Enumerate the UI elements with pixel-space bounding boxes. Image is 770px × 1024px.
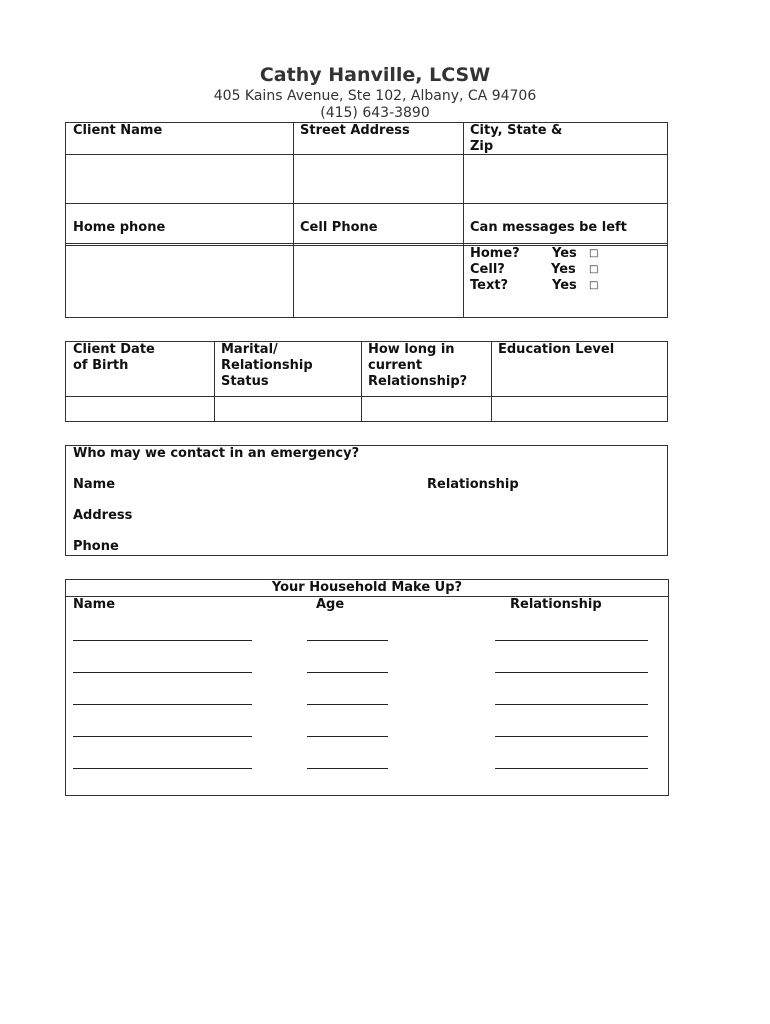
emergency-address-label: Address bbox=[73, 508, 133, 523]
marital-status-label: Marital/ Relationship Status bbox=[221, 342, 313, 389]
page-title: Cathy Hanville, LCSW bbox=[259, 64, 491, 86]
household-name-line[interactable] bbox=[73, 672, 252, 673]
checkbox-icon[interactable]: □ bbox=[589, 264, 599, 275]
emergency-phone-label: Phone bbox=[73, 539, 119, 554]
household-name-line[interactable] bbox=[73, 704, 252, 705]
household-relationship-line[interactable] bbox=[495, 768, 648, 769]
household-age-line[interactable] bbox=[307, 672, 388, 673]
cell-phone-label: Cell Phone bbox=[300, 220, 378, 235]
household-title: Your Household Make Up? bbox=[271, 580, 463, 595]
household-age-line[interactable] bbox=[307, 640, 388, 641]
dob-field[interactable] bbox=[66, 397, 214, 421]
household-name-header: Name bbox=[73, 597, 116, 612]
emergency-question: Who may we contact in an emergency? bbox=[73, 446, 360, 461]
household-name-line[interactable] bbox=[73, 768, 252, 769]
messages-label: Can messages be left bbox=[470, 220, 627, 235]
household-name-line[interactable] bbox=[73, 736, 252, 737]
client-name-label: Client Name bbox=[73, 123, 163, 138]
household-relationship-line[interactable] bbox=[495, 672, 648, 673]
messages-home-label: Home? bbox=[470, 246, 520, 261]
messages-home-yes: Yes bbox=[552, 246, 577, 261]
household-age-line[interactable] bbox=[307, 704, 388, 705]
city-state-zip-label: City, State & Zip bbox=[470, 123, 563, 154]
household-relationship-line[interactable] bbox=[495, 640, 648, 641]
marital-status-field[interactable] bbox=[215, 397, 361, 421]
messages-cell-yes: Yes bbox=[551, 262, 576, 277]
education-field[interactable] bbox=[492, 397, 667, 421]
dob-label: Client Date of Birth bbox=[73, 342, 155, 373]
checkbox-icon[interactable]: □ bbox=[589, 280, 599, 291]
messages-cell-label: Cell? bbox=[470, 262, 505, 277]
emergency-name-label: Name bbox=[73, 477, 116, 492]
messages-text-label: Text? bbox=[470, 278, 509, 293]
street-address-label: Street Address bbox=[300, 123, 410, 138]
household-age-header: Age bbox=[316, 597, 345, 612]
emergency-relationship-label: Relationship bbox=[427, 477, 519, 492]
relationship-length-label: How long in current Relationship? bbox=[368, 342, 468, 389]
home-phone-label: Home phone bbox=[73, 220, 166, 235]
household-age-line[interactable] bbox=[307, 768, 388, 769]
household-relationship-line[interactable] bbox=[495, 736, 648, 737]
household-name-line[interactable] bbox=[73, 640, 252, 641]
education-label: Education Level bbox=[498, 342, 615, 357]
street-address-field[interactable] bbox=[294, 155, 463, 203]
cell-phone-field[interactable] bbox=[294, 246, 463, 317]
checkbox-icon[interactable]: □ bbox=[589, 248, 599, 259]
home-phone-field[interactable] bbox=[66, 246, 293, 317]
messages-text-yes: Yes bbox=[552, 278, 577, 293]
household-age-line[interactable] bbox=[307, 736, 388, 737]
household-relationship-line[interactable] bbox=[495, 704, 648, 705]
household-relationship-header: Relationship bbox=[510, 597, 602, 612]
relationship-length-field[interactable] bbox=[362, 397, 491, 421]
practice-phone: (415) 643-3890 bbox=[320, 105, 430, 121]
practice-address: 405 Kains Avenue, Ste 102, Albany, CA 94706 bbox=[213, 88, 537, 104]
client-name-field[interactable] bbox=[66, 155, 293, 203]
city-state-zip-field[interactable] bbox=[464, 155, 667, 203]
